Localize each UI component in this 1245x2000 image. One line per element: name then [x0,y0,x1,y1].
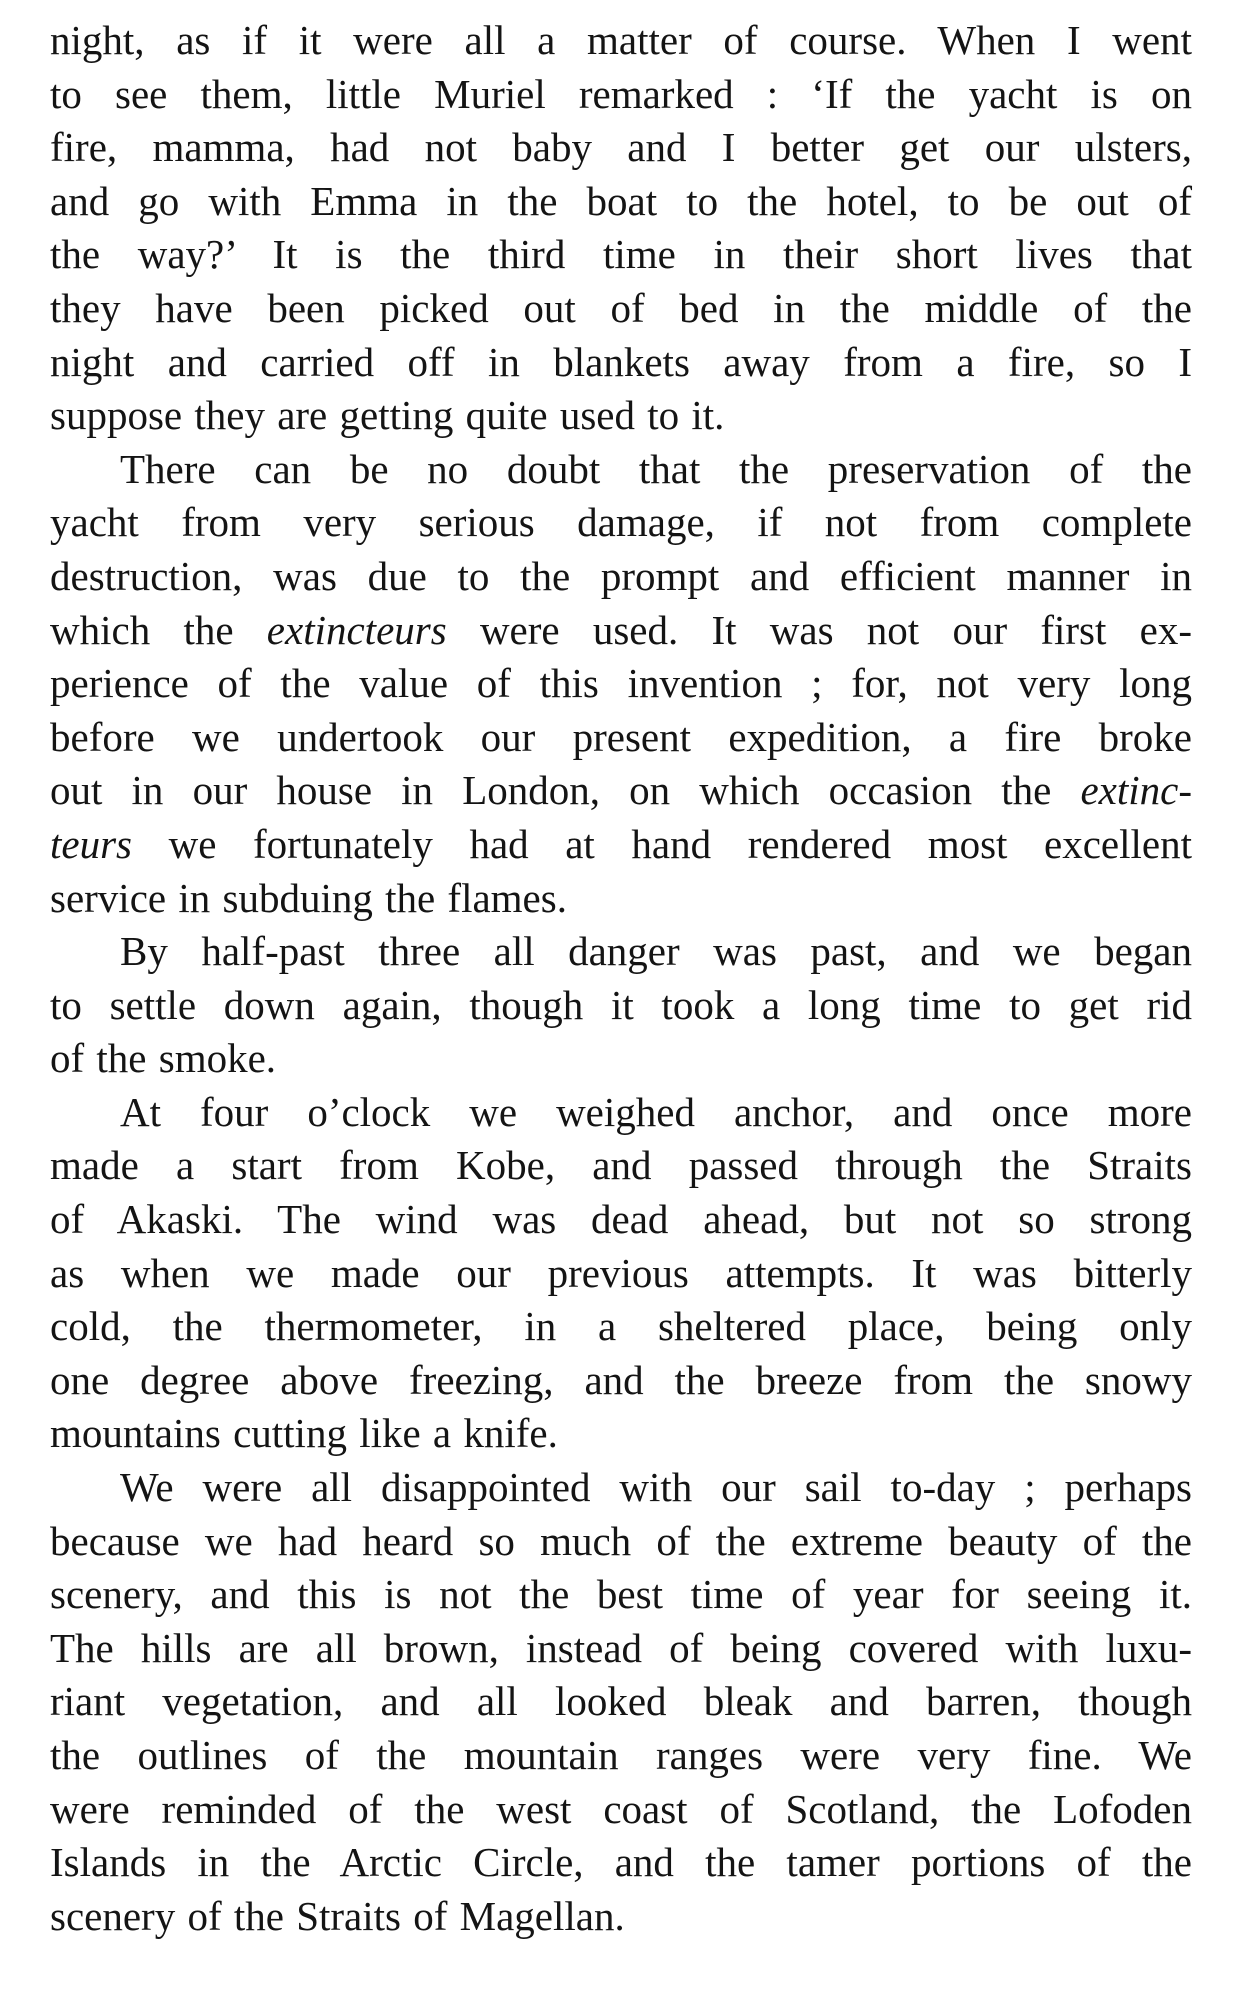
text-line [50,496,1192,550]
text-segment: fire, mamma, had not baby and I better get our ulsters, [50,124,1192,171]
text-line [50,872,1192,926]
paragraph [50,14,1192,443]
text-segment: perience of the value of this invention ; for, not very long [50,660,1192,707]
text-line [50,1461,1192,1515]
text-segment: destruction, was due to the prompt and efficient manner in [50,552,1192,599]
text-segment: to settle down again, though it took a long time to get rid [50,981,1192,1028]
paragraph [50,1086,1192,1461]
text-segment: The hills are all brown, instead of being covered with luxu- [50,1624,1192,1671]
text-segment: out in our house in London, on which occasion the [50,767,1081,814]
text-segment: There can be no doubt that the preservation of the [120,445,1192,492]
text-segment: to see them, little Muriel remarked : ‘If the yacht is on [50,70,1192,117]
text-line [50,1193,1192,1247]
text-line [50,228,1192,282]
text-line [50,68,1192,122]
text-segment: mountains cutting like a knife. [50,1410,558,1457]
text-line [50,1783,1192,1837]
text-segment: of the smoke. [50,1035,277,1082]
text-line [50,282,1192,336]
text-segment: of Akaski. The wind was dead ahead, but not so strong [50,1196,1192,1243]
text-segment: as when we made our previous attempts. It was bitterly [50,1249,1192,1296]
text-segment: and go with Emma in the boat to the hotel, to be out of [50,177,1192,224]
text-segment: scenery, and this is not the best time of year for seeing it. [50,1571,1192,1618]
text-segment: one degree above freezing, and the breeze from the snowy [50,1356,1192,1403]
text-segment: because we had heard so much of the extreme beauty of the [50,1517,1192,1564]
book-page [50,14,1192,1943]
text-segment: service in subduing the flames. [50,874,567,921]
text-segment: night, as if it were all a matter of course. When I went [50,17,1192,63]
text-segment: they have been picked out of bed in the middle of the [50,284,1192,331]
text-line [50,389,1192,443]
text-segment: cold, the thermometer, in a sheltered place, being only [50,1303,1192,1350]
text-segment: we fortunately had at hand rendered most excellent [132,820,1192,867]
text-segment: which the [50,606,267,653]
text-line [50,818,1192,872]
text-segment: We were all disappointed with our sail to-day ; perhaps [120,1464,1192,1511]
paragraph [50,925,1192,1086]
text-line [50,1139,1192,1193]
text-line [50,1729,1192,1783]
text-segment: At four o’clock we weighed anchor, and once more [120,1088,1192,1135]
text-segment: scenery of the Straits of Magellan. [50,1892,625,1939]
text-line [50,14,1192,68]
text-segment: before we undertook our present expedition, a fire broke [50,713,1192,760]
text-segment: the outlines of the mountain ranges were very fine. We [50,1732,1192,1778]
text-line [50,604,1192,658]
text-line [50,1675,1192,1729]
italic-text: extinc- [1080,767,1192,814]
text-line [50,121,1192,175]
text-segment: Islands in the Arctic Circle, and the tamer portions of the [50,1839,1192,1886]
text-segment: were reminded of the west coast of Scotland, the Lofoden [50,1785,1192,1832]
text-line [50,336,1192,390]
text-segment: suppose they are getting quite used to it. [50,392,725,439]
text-segment: made a start from Kobe, and passed through the Straits [50,1142,1192,1189]
text-line [50,657,1192,711]
text-segment: yacht from very serious damage, if not from complete [50,499,1192,546]
text-line [50,1890,1192,1944]
text-line [50,443,1192,497]
text-line [50,1622,1192,1676]
text-line [50,1032,1192,1086]
text-line [50,175,1192,229]
text-segment: the way?’ It is the third time in their short lives that [50,231,1192,278]
text-line [50,1247,1192,1301]
text-line [50,1407,1192,1461]
text-line [50,1300,1192,1354]
paragraph [50,443,1192,925]
italic-text: teurs [50,820,132,867]
text-line [50,1086,1192,1140]
text-line [50,1515,1192,1569]
paragraph [50,1461,1192,1943]
text-line [50,550,1192,604]
text-segment: riant vegetation, and all looked bleak and barren, though [50,1678,1192,1725]
text-segment: were used. It was not our first ex- [446,606,1192,653]
text-line [50,925,1192,979]
text-segment: night and carried off in blankets away from a fire, so I [50,338,1192,385]
text-segment: By half-past three all danger was past, and we began [120,928,1192,975]
text-line [50,1568,1192,1622]
text-line [50,764,1192,818]
text-line [50,1354,1192,1408]
text-line [50,711,1192,765]
text-line [50,979,1192,1033]
italic-text: extincteurs [266,606,447,653]
text-line [50,1836,1192,1890]
